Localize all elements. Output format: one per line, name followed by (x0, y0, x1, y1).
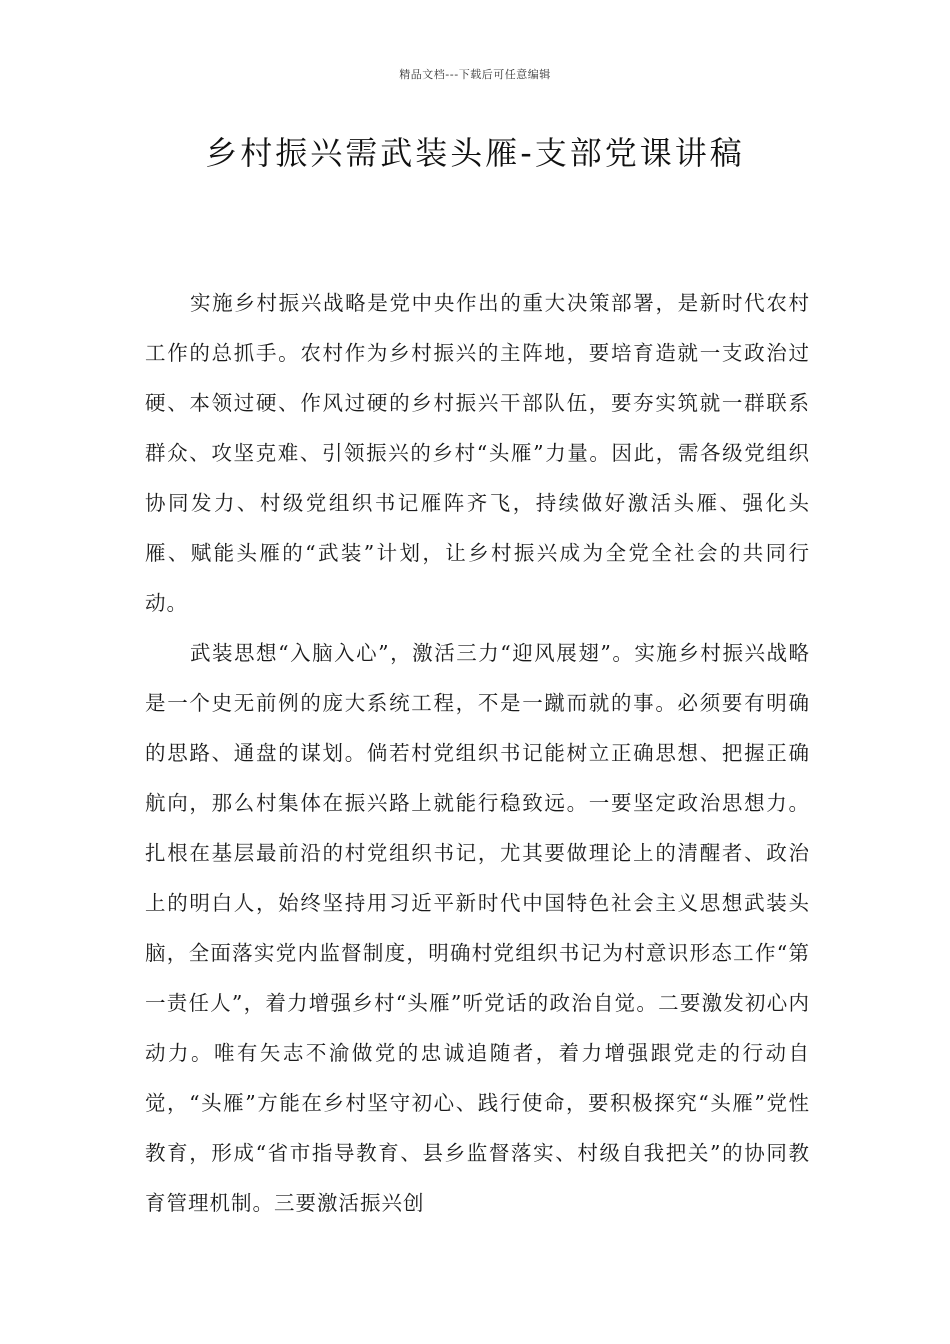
document-title: 乡村振兴需武装头雁-支部党课讲稿 (205, 134, 745, 172)
paragraph-2: 武装思想“入脑入心”，激活三力“迎风展翅”。实施乡村振兴战略是一个史无前例的庞大系统工程，不是一蹴而就的事。必须要有明确的思路、通盘的谋划。倘若村党组织书记能树立正确思想、把握正确航向，那么村集体在振兴路上就能行稳致远。一要坚定政治思想力。扎根在基层最前沿的村党组织书记，尤其要做理论上的清醒者、政治上的明白人，始终坚持用习近平新时代中国特色社会主义思想武装头脑，全面落实党内监督制度，明确村党组织书记为村意识形态工作“第一责任人”，着力增强乡村“头雁”听党话的政治自觉。二要激发初心内动力。唯有矢志不渝做党的忠诚追随者，着力增强跟党走的行动自觉，“头雁”方能在乡村坚守初心、践行使命，要积极探究“头雁”党性教育，形成“省市指导教育、县乡监督落实、村级自我把关”的协同教育管理机制。三要激活振兴创 (145, 641, 810, 1215)
paragraph-1: 实施乡村振兴战略是党中央作出的重大决策部署，是新时代农村工作的总抓手。农村作为乡村振兴的主阵地，要培育造就一支政治过硬、本领过硬、作风过硬的乡村振兴干部队伍，要夯实筑就一群联系群众、攻坚克难、引领振兴的乡村“头雁”力量。因此，需各级党组织协同发力、村级党组织书记雁阵齐飞，持续做好激活头雁、强化头雁、赋能头雁的“武装”计划，让乡村振兴成为全党全社会的共同行动。 (145, 291, 810, 615)
document-body (145, 278, 810, 1228)
page-header: 精品文档---下载后可任意编辑 (399, 68, 551, 81)
